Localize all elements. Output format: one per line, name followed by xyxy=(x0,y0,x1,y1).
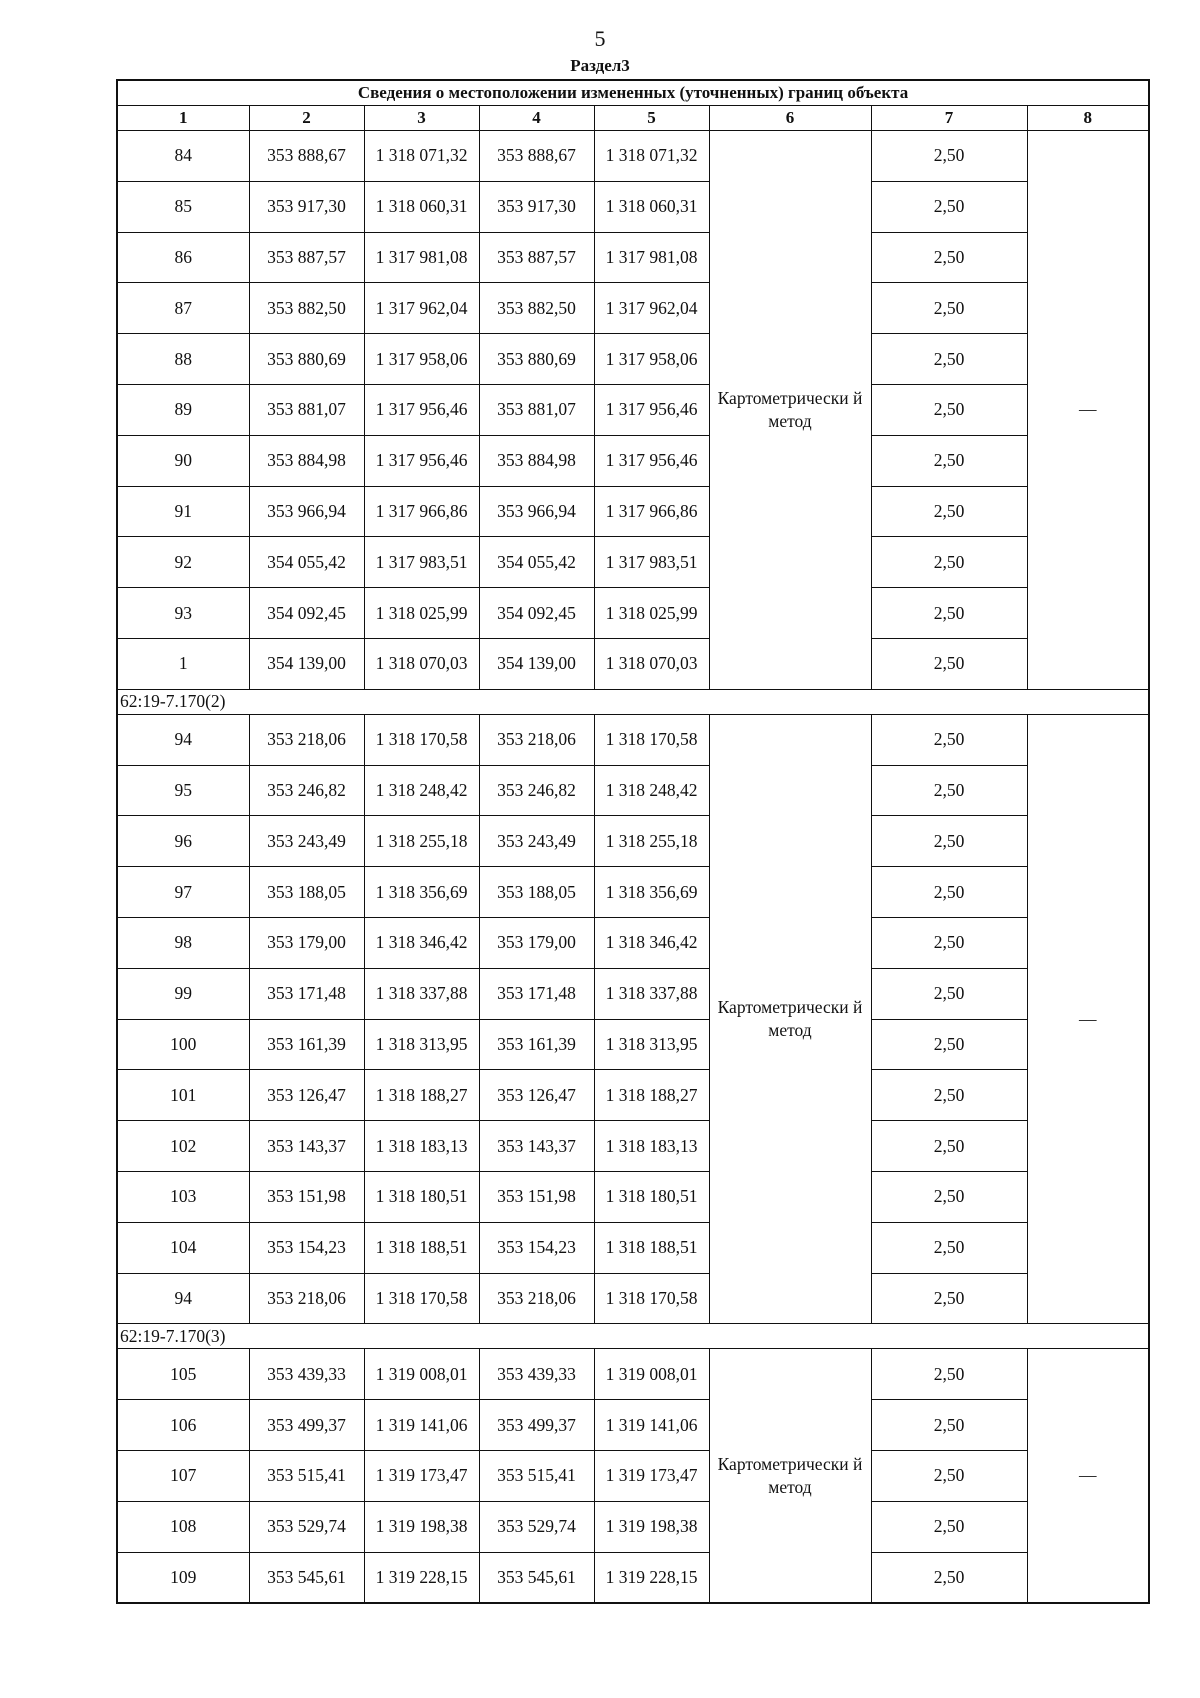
accuracy-cell: 2,50 xyxy=(871,1121,1027,1172)
x-new-cell: 353 917,30 xyxy=(479,181,594,232)
table-row xyxy=(117,1552,1149,1603)
column-8-cell: — xyxy=(1027,714,1149,1324)
accuracy-cell: 2,50 xyxy=(871,283,1027,334)
y-old-cell: 1 319 228,15 xyxy=(364,1552,479,1603)
point-number-cell: 105 xyxy=(117,1349,249,1400)
table-row xyxy=(117,1501,1149,1552)
table-row xyxy=(117,1450,1149,1501)
accuracy-cell: 2,50 xyxy=(871,638,1027,689)
y-new-cell: 1 318 025,99 xyxy=(594,588,709,639)
y-old-cell: 1 319 141,06 xyxy=(364,1400,479,1451)
point-number-cell: 92 xyxy=(117,537,249,588)
point-number-cell: 100 xyxy=(117,1019,249,1070)
x-old-cell: 353 884,98 xyxy=(249,435,364,486)
y-old-cell: 1 318 356,69 xyxy=(364,867,479,918)
point-number-cell: 97 xyxy=(117,867,249,918)
point-number-cell: 1 xyxy=(117,638,249,689)
y-new-cell: 1 319 141,06 xyxy=(594,1400,709,1451)
y-new-cell: 1 318 170,58 xyxy=(594,714,709,765)
x-new-cell: 353 218,06 xyxy=(479,714,594,765)
parcel-group-row xyxy=(117,689,1149,714)
y-old-cell: 1 318 170,58 xyxy=(364,714,479,765)
point-number-cell: 104 xyxy=(117,1222,249,1273)
x-old-cell: 353 171,48 xyxy=(249,968,364,1019)
x-old-cell: 353 887,57 xyxy=(249,232,364,283)
method-cell: Картометрически й метод xyxy=(709,714,871,1324)
point-number-cell: 85 xyxy=(117,181,249,232)
x-old-cell: 353 888,67 xyxy=(249,131,364,182)
y-new-cell: 1 317 981,08 xyxy=(594,232,709,283)
accuracy-cell: 2,50 xyxy=(871,1552,1027,1603)
y-new-cell: 1 319 008,01 xyxy=(594,1349,709,1400)
y-new-cell: 1 318 188,51 xyxy=(594,1222,709,1273)
x-old-cell: 353 917,30 xyxy=(249,181,364,232)
x-new-cell: 353 246,82 xyxy=(479,765,594,816)
x-old-cell: 353 545,61 xyxy=(249,1552,364,1603)
table-row xyxy=(117,537,1149,588)
column-number: 8 xyxy=(1027,106,1149,131)
table-row xyxy=(117,816,1149,867)
table-row xyxy=(117,283,1149,334)
accuracy-cell: 2,50 xyxy=(871,435,1027,486)
y-new-cell: 1 318 346,42 xyxy=(594,917,709,968)
x-old-cell: 353 161,39 xyxy=(249,1019,364,1070)
x-new-cell: 353 884,98 xyxy=(479,435,594,486)
y-new-cell: 1 319 228,15 xyxy=(594,1552,709,1603)
x-old-cell: 353 218,06 xyxy=(249,1273,364,1324)
point-number-cell: 88 xyxy=(117,334,249,385)
x-old-cell: 353 966,94 xyxy=(249,486,364,537)
x-new-cell: 353 179,00 xyxy=(479,917,594,968)
table-row xyxy=(117,1400,1149,1451)
y-new-cell: 1 318 060,31 xyxy=(594,181,709,232)
section-title: Раздел3 xyxy=(570,56,630,75)
x-new-cell: 353 439,33 xyxy=(479,1349,594,1400)
table-row xyxy=(117,1171,1149,1222)
column-8-cell: — xyxy=(1027,131,1149,690)
x-new-cell: 353 966,94 xyxy=(479,486,594,537)
y-old-cell: 1 319 198,38 xyxy=(364,1501,479,1552)
table-row xyxy=(117,384,1149,435)
y-new-cell: 1 317 956,46 xyxy=(594,384,709,435)
y-old-cell: 1 318 071,32 xyxy=(364,131,479,182)
y-old-cell: 1 317 981,08 xyxy=(364,232,479,283)
boundary-coordinates-table xyxy=(116,79,1150,1604)
table-row xyxy=(117,435,1149,486)
x-new-cell: 353 243,49 xyxy=(479,816,594,867)
point-number-cell: 89 xyxy=(117,384,249,435)
y-old-cell: 1 317 956,46 xyxy=(364,384,479,435)
point-number-cell: 108 xyxy=(117,1501,249,1552)
x-new-cell: 353 154,23 xyxy=(479,1222,594,1273)
parcel-group-row xyxy=(117,1324,1149,1349)
y-old-cell: 1 317 983,51 xyxy=(364,537,479,588)
x-new-cell: 353 188,05 xyxy=(479,867,594,918)
accuracy-cell: 2,50 xyxy=(871,181,1027,232)
table-row xyxy=(117,181,1149,232)
page-number: 5 xyxy=(594,26,606,51)
x-old-cell: 354 139,00 xyxy=(249,638,364,689)
x-old-cell: 353 143,37 xyxy=(249,1121,364,1172)
point-number-cell: 98 xyxy=(117,917,249,968)
point-number-cell: 101 xyxy=(117,1070,249,1121)
x-new-cell: 354 055,42 xyxy=(479,537,594,588)
accuracy-cell: 2,50 xyxy=(871,1070,1027,1121)
accuracy-cell: 2,50 xyxy=(871,1400,1027,1451)
y-old-cell: 1 319 008,01 xyxy=(364,1349,479,1400)
y-new-cell: 1 318 170,58 xyxy=(594,1273,709,1324)
y-new-cell: 1 317 956,46 xyxy=(594,435,709,486)
table-row xyxy=(117,968,1149,1019)
x-old-cell: 353 179,00 xyxy=(249,917,364,968)
x-new-cell: 354 092,45 xyxy=(479,588,594,639)
y-old-cell: 1 317 958,06 xyxy=(364,334,479,385)
y-old-cell: 1 317 962,04 xyxy=(364,283,479,334)
x-old-cell: 353 439,33 xyxy=(249,1349,364,1400)
x-new-cell: 353 126,47 xyxy=(479,1070,594,1121)
y-new-cell: 1 318 255,18 xyxy=(594,816,709,867)
accuracy-cell: 2,50 xyxy=(871,537,1027,588)
point-number-cell: 93 xyxy=(117,588,249,639)
x-old-cell: 353 499,37 xyxy=(249,1400,364,1451)
y-old-cell: 1 318 337,88 xyxy=(364,968,479,1019)
table-caption: Сведения о местоположении измененных (уточненных) границ объекта xyxy=(117,80,1149,106)
table-row xyxy=(117,232,1149,283)
x-old-cell: 353 151,98 xyxy=(249,1171,364,1222)
table-row xyxy=(117,334,1149,385)
accuracy-cell: 2,50 xyxy=(871,486,1027,537)
table-row xyxy=(117,588,1149,639)
table-row xyxy=(117,1019,1149,1070)
x-old-cell: 353 246,82 xyxy=(249,765,364,816)
accuracy-cell: 2,50 xyxy=(871,384,1027,435)
column-number: 5 xyxy=(594,106,709,131)
column-number: 2 xyxy=(249,106,364,131)
point-number-cell: 94 xyxy=(117,1273,249,1324)
table-row xyxy=(117,1273,1149,1324)
x-new-cell: 353 882,50 xyxy=(479,283,594,334)
column-number: 7 xyxy=(871,106,1027,131)
point-number-cell: 90 xyxy=(117,435,249,486)
accuracy-cell: 2,50 xyxy=(871,1501,1027,1552)
accuracy-cell: 2,50 xyxy=(871,968,1027,1019)
accuracy-cell: 2,50 xyxy=(871,714,1027,765)
x-old-cell: 354 092,45 xyxy=(249,588,364,639)
column-8-cell: — xyxy=(1027,1349,1149,1603)
x-new-cell: 353 515,41 xyxy=(479,1450,594,1501)
accuracy-cell: 2,50 xyxy=(871,1171,1027,1222)
y-old-cell: 1 318 188,51 xyxy=(364,1222,479,1273)
accuracy-cell: 2,50 xyxy=(871,1273,1027,1324)
y-old-cell: 1 318 248,42 xyxy=(364,765,479,816)
method-cell: Картометрически й метод xyxy=(709,131,871,690)
y-new-cell: 1 318 183,13 xyxy=(594,1121,709,1172)
accuracy-cell: 2,50 xyxy=(871,1222,1027,1273)
point-number-cell: 103 xyxy=(117,1171,249,1222)
y-new-cell: 1 318 337,88 xyxy=(594,968,709,1019)
accuracy-cell: 2,50 xyxy=(871,334,1027,385)
x-old-cell: 353 243,49 xyxy=(249,816,364,867)
column-number: 3 xyxy=(364,106,479,131)
table-row xyxy=(117,1222,1149,1273)
y-old-cell: 1 318 070,03 xyxy=(364,638,479,689)
point-number-cell: 109 xyxy=(117,1552,249,1603)
y-old-cell: 1 318 025,99 xyxy=(364,588,479,639)
x-new-cell: 353 499,37 xyxy=(479,1400,594,1451)
x-old-cell: 353 126,47 xyxy=(249,1070,364,1121)
x-new-cell: 354 139,00 xyxy=(479,638,594,689)
table-row xyxy=(117,486,1149,537)
x-new-cell: 353 888,67 xyxy=(479,131,594,182)
accuracy-cell: 2,50 xyxy=(871,917,1027,968)
x-new-cell: 353 151,98 xyxy=(479,1171,594,1222)
x-new-cell: 353 881,07 xyxy=(479,384,594,435)
point-number-cell: 107 xyxy=(117,1450,249,1501)
parcel-group-label: 62:19-7.170(3) xyxy=(117,1324,1149,1349)
y-new-cell: 1 317 966,86 xyxy=(594,486,709,537)
accuracy-cell: 2,50 xyxy=(871,867,1027,918)
y-new-cell: 1 318 356,69 xyxy=(594,867,709,918)
table-row xyxy=(117,714,1149,765)
y-old-cell: 1 318 346,42 xyxy=(364,917,479,968)
x-new-cell: 353 143,37 xyxy=(479,1121,594,1172)
y-old-cell: 1 318 313,95 xyxy=(364,1019,479,1070)
table-row xyxy=(117,638,1149,689)
x-old-cell: 354 055,42 xyxy=(249,537,364,588)
column-number: 4 xyxy=(479,106,594,131)
y-new-cell: 1 319 173,47 xyxy=(594,1450,709,1501)
table-row xyxy=(117,1349,1149,1400)
accuracy-cell: 2,50 xyxy=(871,131,1027,182)
column-number: 1 xyxy=(117,106,249,131)
point-number-cell: 99 xyxy=(117,968,249,1019)
x-old-cell: 353 515,41 xyxy=(249,1450,364,1501)
accuracy-cell: 2,50 xyxy=(871,765,1027,816)
y-new-cell: 1 317 962,04 xyxy=(594,283,709,334)
y-new-cell: 1 317 983,51 xyxy=(594,537,709,588)
x-new-cell: 353 161,39 xyxy=(479,1019,594,1070)
point-number-cell: 95 xyxy=(117,765,249,816)
point-number-cell: 106 xyxy=(117,1400,249,1451)
y-new-cell: 1 318 248,42 xyxy=(594,765,709,816)
y-new-cell: 1 318 188,27 xyxy=(594,1070,709,1121)
y-new-cell: 1 318 313,95 xyxy=(594,1019,709,1070)
x-new-cell: 353 887,57 xyxy=(479,232,594,283)
table-row xyxy=(117,131,1149,182)
y-old-cell: 1 318 180,51 xyxy=(364,1171,479,1222)
point-number-cell: 102 xyxy=(117,1121,249,1172)
point-number-cell: 86 xyxy=(117,232,249,283)
y-new-cell: 1 318 071,32 xyxy=(594,131,709,182)
column-number: 6 xyxy=(709,106,871,131)
table-row xyxy=(117,1121,1149,1172)
accuracy-cell: 2,50 xyxy=(871,1349,1027,1400)
parcel-group-label: 62:19-7.170(2) xyxy=(117,689,1149,714)
x-new-cell: 353 171,48 xyxy=(479,968,594,1019)
x-old-cell: 353 154,23 xyxy=(249,1222,364,1273)
point-number-cell: 87 xyxy=(117,283,249,334)
method-cell: Картометрически й метод xyxy=(709,1349,871,1603)
y-old-cell: 1 319 173,47 xyxy=(364,1450,479,1501)
x-old-cell: 353 880,69 xyxy=(249,334,364,385)
y-old-cell: 1 318 255,18 xyxy=(364,816,479,867)
y-new-cell: 1 318 180,51 xyxy=(594,1171,709,1222)
accuracy-cell: 2,50 xyxy=(871,1019,1027,1070)
point-number-cell: 94 xyxy=(117,714,249,765)
x-new-cell: 353 218,06 xyxy=(479,1273,594,1324)
y-old-cell: 1 318 170,58 xyxy=(364,1273,479,1324)
table-row xyxy=(117,917,1149,968)
y-old-cell: 1 317 966,86 xyxy=(364,486,479,537)
accuracy-cell: 2,50 xyxy=(871,588,1027,639)
x-old-cell: 353 882,50 xyxy=(249,283,364,334)
table-row xyxy=(117,867,1149,918)
x-new-cell: 353 545,61 xyxy=(479,1552,594,1603)
point-number-cell: 91 xyxy=(117,486,249,537)
x-old-cell: 353 529,74 xyxy=(249,1501,364,1552)
y-old-cell: 1 318 183,13 xyxy=(364,1121,479,1172)
accuracy-cell: 2,50 xyxy=(871,1450,1027,1501)
y-new-cell: 1 319 198,38 xyxy=(594,1501,709,1552)
table-row xyxy=(117,1070,1149,1121)
x-old-cell: 353 188,05 xyxy=(249,867,364,918)
x-new-cell: 353 529,74 xyxy=(479,1501,594,1552)
x-new-cell: 353 880,69 xyxy=(479,334,594,385)
point-number-cell: 84 xyxy=(117,131,249,182)
table-row xyxy=(117,765,1149,816)
accuracy-cell: 2,50 xyxy=(871,232,1027,283)
accuracy-cell: 2,50 xyxy=(871,816,1027,867)
y-old-cell: 1 318 060,31 xyxy=(364,181,479,232)
y-old-cell: 1 317 956,46 xyxy=(364,435,479,486)
y-old-cell: 1 318 188,27 xyxy=(364,1070,479,1121)
x-old-cell: 353 218,06 xyxy=(249,714,364,765)
y-new-cell: 1 318 070,03 xyxy=(594,638,709,689)
y-new-cell: 1 317 958,06 xyxy=(594,334,709,385)
point-number-cell: 96 xyxy=(117,816,249,867)
x-old-cell: 353 881,07 xyxy=(249,384,364,435)
